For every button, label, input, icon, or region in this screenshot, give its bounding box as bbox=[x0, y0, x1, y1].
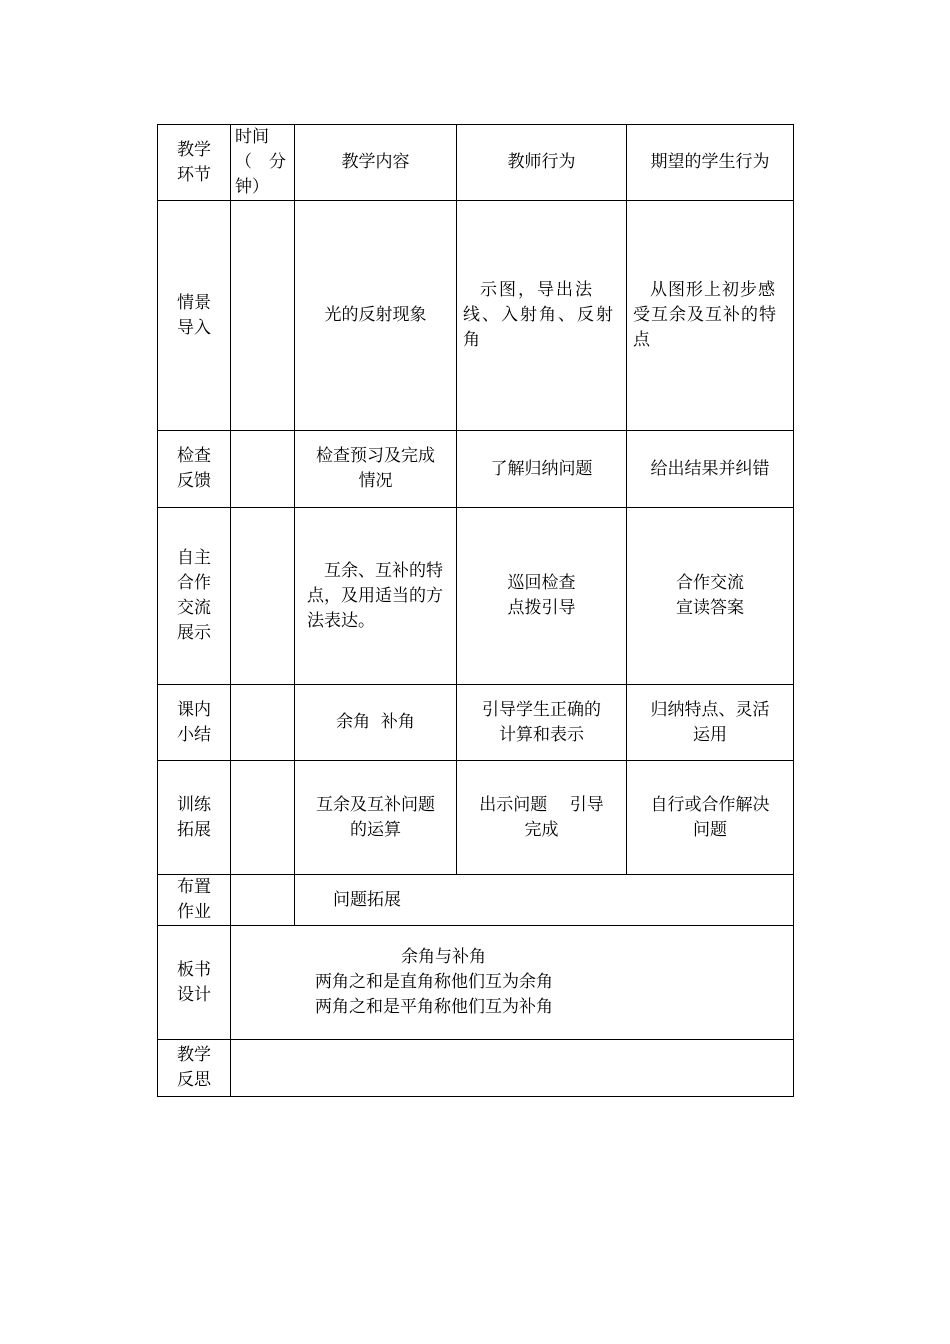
time-cell bbox=[231, 761, 295, 875]
stage-cell: 课内 小结 bbox=[158, 685, 231, 761]
board-line: 两角之和是直角称他们互为余角 bbox=[315, 972, 553, 992]
table-row bbox=[158, 761, 794, 875]
student-cell: 归纳特点、灵活 运用 bbox=[627, 685, 794, 761]
stage-cell: 教学 反思 bbox=[158, 1040, 231, 1097]
stage-cell: 检查 反馈 bbox=[158, 431, 231, 508]
student-cell: 给出结果并纠错 bbox=[627, 431, 794, 508]
stage-cell: 自主 合作 交流 展示 bbox=[158, 508, 231, 685]
teacher-cell: 示图，导出法线、入射角、反射角 bbox=[457, 201, 627, 431]
reflection-content bbox=[231, 1040, 794, 1097]
stage-cell: 训练 拓展 bbox=[158, 761, 231, 875]
student-cell: 从图形上初步感受互余及互补的特点 bbox=[627, 201, 794, 431]
header-teacher: 教师行为 bbox=[457, 125, 627, 201]
stage-cell: 布置 作业 bbox=[158, 875, 231, 926]
table-row bbox=[158, 685, 794, 761]
table-row bbox=[158, 201, 794, 431]
reflection-row bbox=[158, 1040, 794, 1097]
table-row bbox=[158, 508, 794, 685]
content-cell: 互余、互补的特点，及用适当的方法表达。 bbox=[295, 508, 457, 685]
header-content: 教学内容 bbox=[295, 125, 457, 201]
time-cell bbox=[231, 431, 295, 508]
header-stage: 教学 环节 bbox=[158, 125, 231, 201]
header-student: 期望的学生行为 bbox=[627, 125, 794, 201]
board-line: 两角之和是平角称他们互为补角 bbox=[315, 997, 553, 1017]
time-cell bbox=[231, 201, 295, 431]
header-time: 时间 （ 分 钟） bbox=[231, 125, 295, 201]
content-cell: 互余及互补问题 的运算 bbox=[295, 761, 457, 875]
table-row bbox=[158, 431, 794, 508]
board-row bbox=[158, 926, 794, 1040]
homework-row bbox=[158, 875, 794, 926]
lesson-plan-table bbox=[157, 124, 794, 1097]
time-cell bbox=[231, 875, 295, 926]
board-design bbox=[231, 926, 794, 1040]
stage-cell: 情景 导入 bbox=[158, 201, 231, 431]
header-row bbox=[158, 125, 794, 201]
time-cell bbox=[231, 508, 295, 685]
teacher-cell: 巡回检查 点拨引导 bbox=[457, 508, 627, 685]
time-cell bbox=[231, 685, 295, 761]
stage-cell: 板书 设计 bbox=[158, 926, 231, 1040]
student-cell: 合作交流 宣读答案 bbox=[627, 508, 794, 685]
content-cell: 余角 补角 bbox=[295, 685, 457, 761]
board-title: 余角与补角 bbox=[401, 947, 486, 967]
content-cell: 检查预习及完成 情况 bbox=[295, 431, 457, 508]
teacher-cell: 了解归纳问题 bbox=[457, 431, 627, 508]
teacher-cell: 引导学生正确的 计算和表示 bbox=[457, 685, 627, 761]
homework-content: 问题拓展 bbox=[295, 875, 794, 926]
teacher-cell: 出示问题 引导 完成 bbox=[457, 761, 627, 875]
content-cell: 光的反射现象 bbox=[295, 201, 457, 431]
student-cell: 自行或合作解决 问题 bbox=[627, 761, 794, 875]
